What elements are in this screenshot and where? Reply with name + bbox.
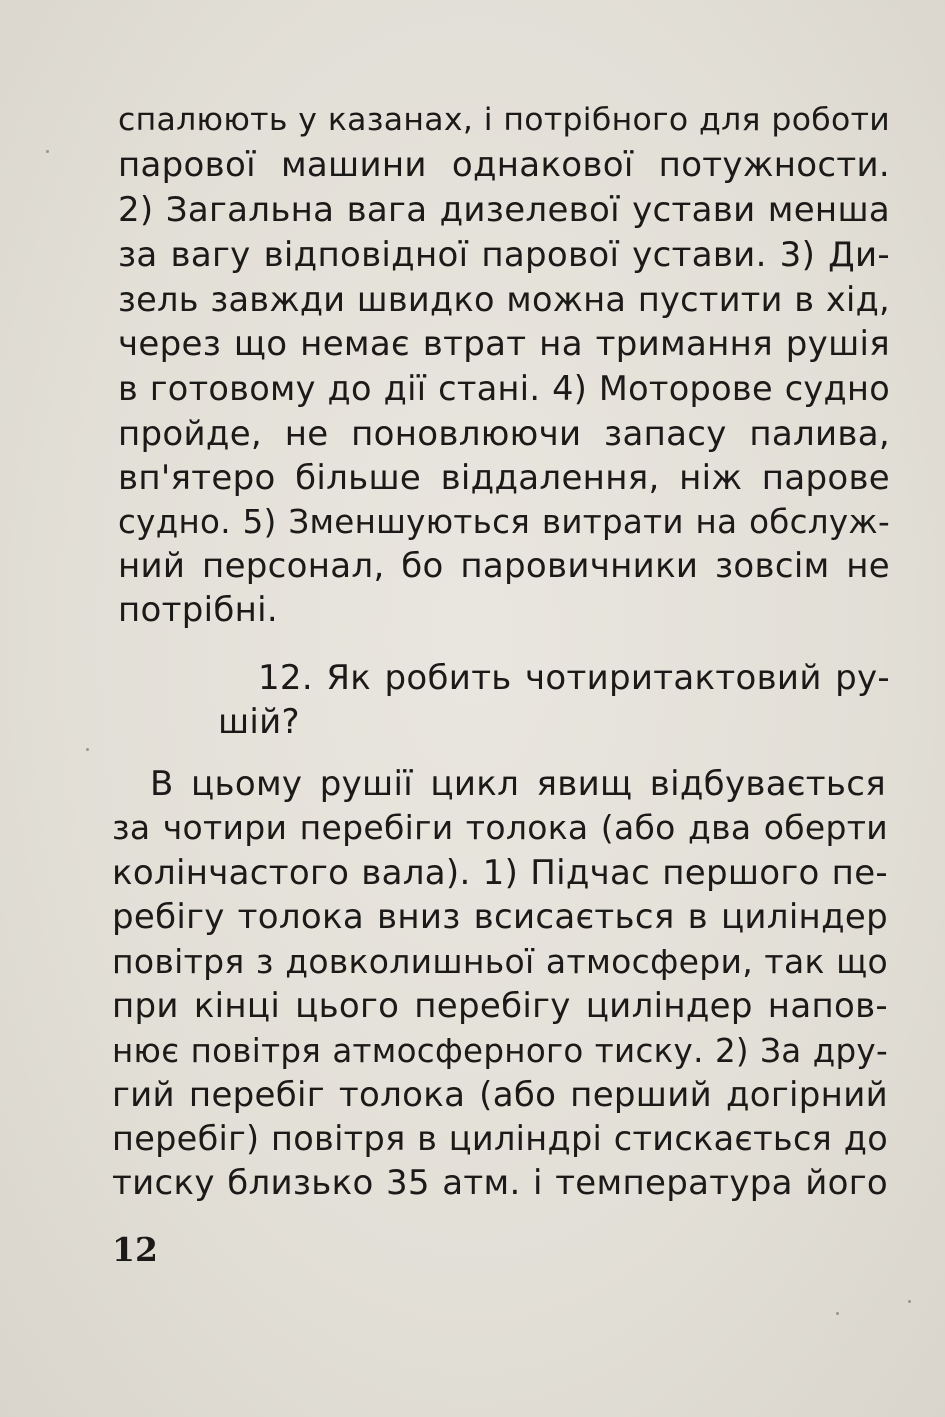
text-line: В цьому рушії цикл явищ відбувається	[150, 764, 886, 804]
text-line: потрібні.	[118, 590, 279, 630]
paper-speck	[836, 1312, 839, 1315]
text-line: гий перебіг толока (або перший догірний	[112, 1075, 888, 1115]
text-line: ребігу толока вниз всисається в циліндер	[112, 897, 888, 937]
text-line: ний персонал, бо паровичники зовсім не	[118, 546, 890, 586]
text-line: зель завжди швидко можна пустити в хід,	[118, 280, 890, 319]
paper-speck	[908, 1300, 911, 1303]
paper-speck	[46, 150, 49, 153]
page-number: 12	[112, 1230, 158, 1269]
text-line: 2) Загальна вага дизелевої устави менша	[118, 190, 890, 230]
text-line: за вагу відповідної парової устави. 3) Ди-	[118, 235, 890, 275]
text-line: колінчастого вала). 1) Підчас першого пе-	[112, 853, 888, 893]
text-line: спалюють у казанах, і потрібного для роботи	[118, 102, 890, 138]
paper-speck	[86, 748, 89, 751]
heading-line: 12. Як робить чотиритактовий ру-	[258, 658, 890, 698]
text-line: парової машини однакової потужности.	[118, 145, 890, 185]
text-line: вп'ятеро більше віддалення, ніж парове	[118, 458, 890, 498]
text-line: нює повітря атмосферного тиску. 2) За дру-	[112, 1032, 888, 1070]
text-line: при кінці цього перебігу циліндер напов-	[112, 986, 888, 1026]
text-line: судно. 5) Зменшуються витрати на обслуж-	[118, 503, 890, 541]
heading-line: шій?	[218, 702, 300, 742]
text-line: тиску близько 35 атм. і температура його	[112, 1163, 888, 1203]
text-line: в готовому до дії стані. 4) Моторове судно	[118, 369, 890, 408]
text-line: повітря з довколишньої атмосфери, так що	[112, 942, 888, 981]
text-line: перебіг) повітря в циліндрі стискається до	[112, 1119, 888, 1158]
text-line: пройде, не поновлюючи запасу палива,	[118, 414, 890, 454]
text-line: за чотири перебіги толока (або два оберти	[112, 808, 888, 847]
text-line: через що немає втрат на тримання рушія	[118, 324, 890, 364]
